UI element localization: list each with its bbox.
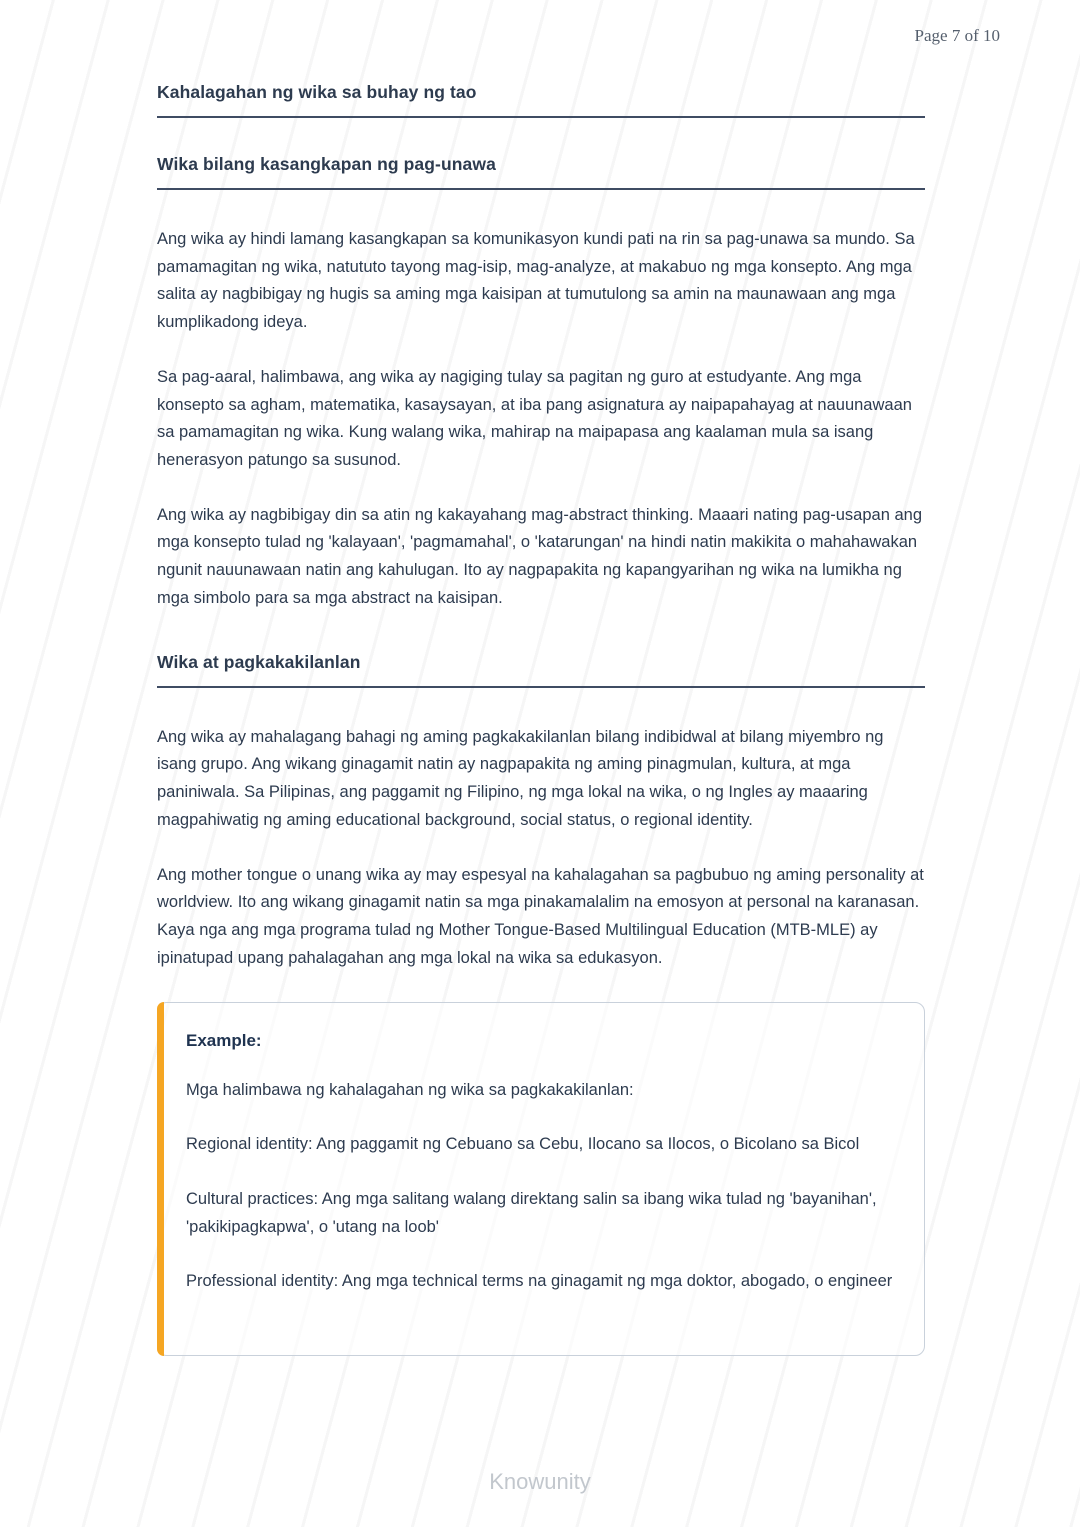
paragraph: Ang wika ay mahalagang bahagi ng aming pagkakakilanlan bilang indibidwal at bilang miyembro ng isang grupo. Ang wikang ginagamit natin ay nagpapakita ng aming pinagmulan, kultura, at mga paniniwala. Sa Pilipinas, ang paggamit ng Filipino, ng mga lokal na wika, o ng Ingles ay maaaring magpahiwatig ng aming educational background, social status, o regional identity.	[157, 727, 884, 829]
paragraph: Ang wika ay nagbibigay din sa atin ng kakayahang mag-abstract thinking. Maaari nating pag-usapan ang mga konsepto tulad ng 'kalayaan', 'pagmamahal', o 'katarungan' na hindi natin makikita o mahahawakan ngunit nauunawaan natin ang kahulugan. Ito ay nagpapakita ng kapangyarihan ng wika na lumikha ng mga simbolo para sa mga abstract na kaisipan.	[157, 505, 922, 607]
example-item: Cultural practices: Ang mga salitang walang direktang salin sa ibang wika tulad ng 'bayanihan', 'pakikipagkapwa', o 'utang na loob'	[186, 1189, 877, 1236]
section-title-pagkakakilanlan: Wika at pagkakakilanlan	[157, 651, 361, 672]
footer-brand: Knowunity	[489, 1469, 591, 1494]
spacer	[157, 640, 925, 652]
page-number: Page 7 of 10	[914, 26, 1000, 45]
paragraph: Sa pag-aaral, halimbawa, ang wika ay nagiging tulay sa pagitan ng guro at estudyante. Ang mga konsepto sa agham, matematika, kasaysayan, at iba pang asignatura ay naipapahayag at nauunawaan sa pamamagitan ng wika. Kung walang wika, mahirap na maipapasa ang kaalaman mula sa isang henerasyon patungo sa susunod.	[157, 367, 912, 470]
example-items	[186, 1131, 894, 1296]
heading-rule	[157, 188, 925, 190]
example-item: Professional identity: Ang mga technical terms na ginagamit ng mga doktor, abogado, o engineer	[186, 1272, 893, 1291]
section-title-main: Kahalagahan ng wika sa buhay ng tao	[157, 82, 477, 102]
heading-rule	[157, 116, 925, 118]
example-box	[157, 1002, 925, 1356]
paragraph: Ang wika ay hindi lamang kasangkapan sa komunikasyon kundi pati na rin sa pag-unawa sa mundo. Sa pamamagitan ng wika, natututo tayong mag-isip, mag-analyze, at makabuo ng mga konsepto. Ang mga salita ay nagbibigay ng hugis sa aming mga kaisipan at tumutulong sa amin na maunawaan ang mga kumplikadong ideya.	[157, 230, 915, 332]
document-content	[157, 82, 925, 1356]
example-label: Example:	[186, 1031, 262, 1051]
example-intro: Mga halimbawa ng kahalagahan ng wika sa pagkakakilanlan:	[186, 1081, 634, 1100]
heading-rule	[157, 686, 925, 688]
paragraph: Ang mother tongue o unang wika ay may espesyal na kahalagahan sa pagbubuo ng aming personality at worldview. Ito ang wikang ginagamit natin sa mga pinakamalalim na emosyon at personal na karanasan. Kaya nga ang mga programa tulad ng Mother Tongue-Based Multilingual Education (MTB-MLE) ay ipinatupad upang pahalagahan ang mga lokal na wika sa edukasyon.	[157, 865, 924, 967]
example-accent-bar	[157, 1002, 164, 1357]
example-item: Regional identity: Ang paggamit ng Cebuano sa Cebu, Ilocano sa Ilocos, o Bicolano sa Bicol	[186, 1135, 860, 1154]
section-title-pag-unawa: Wika bilang kasangkapan ng pag-unawa	[157, 154, 496, 174]
